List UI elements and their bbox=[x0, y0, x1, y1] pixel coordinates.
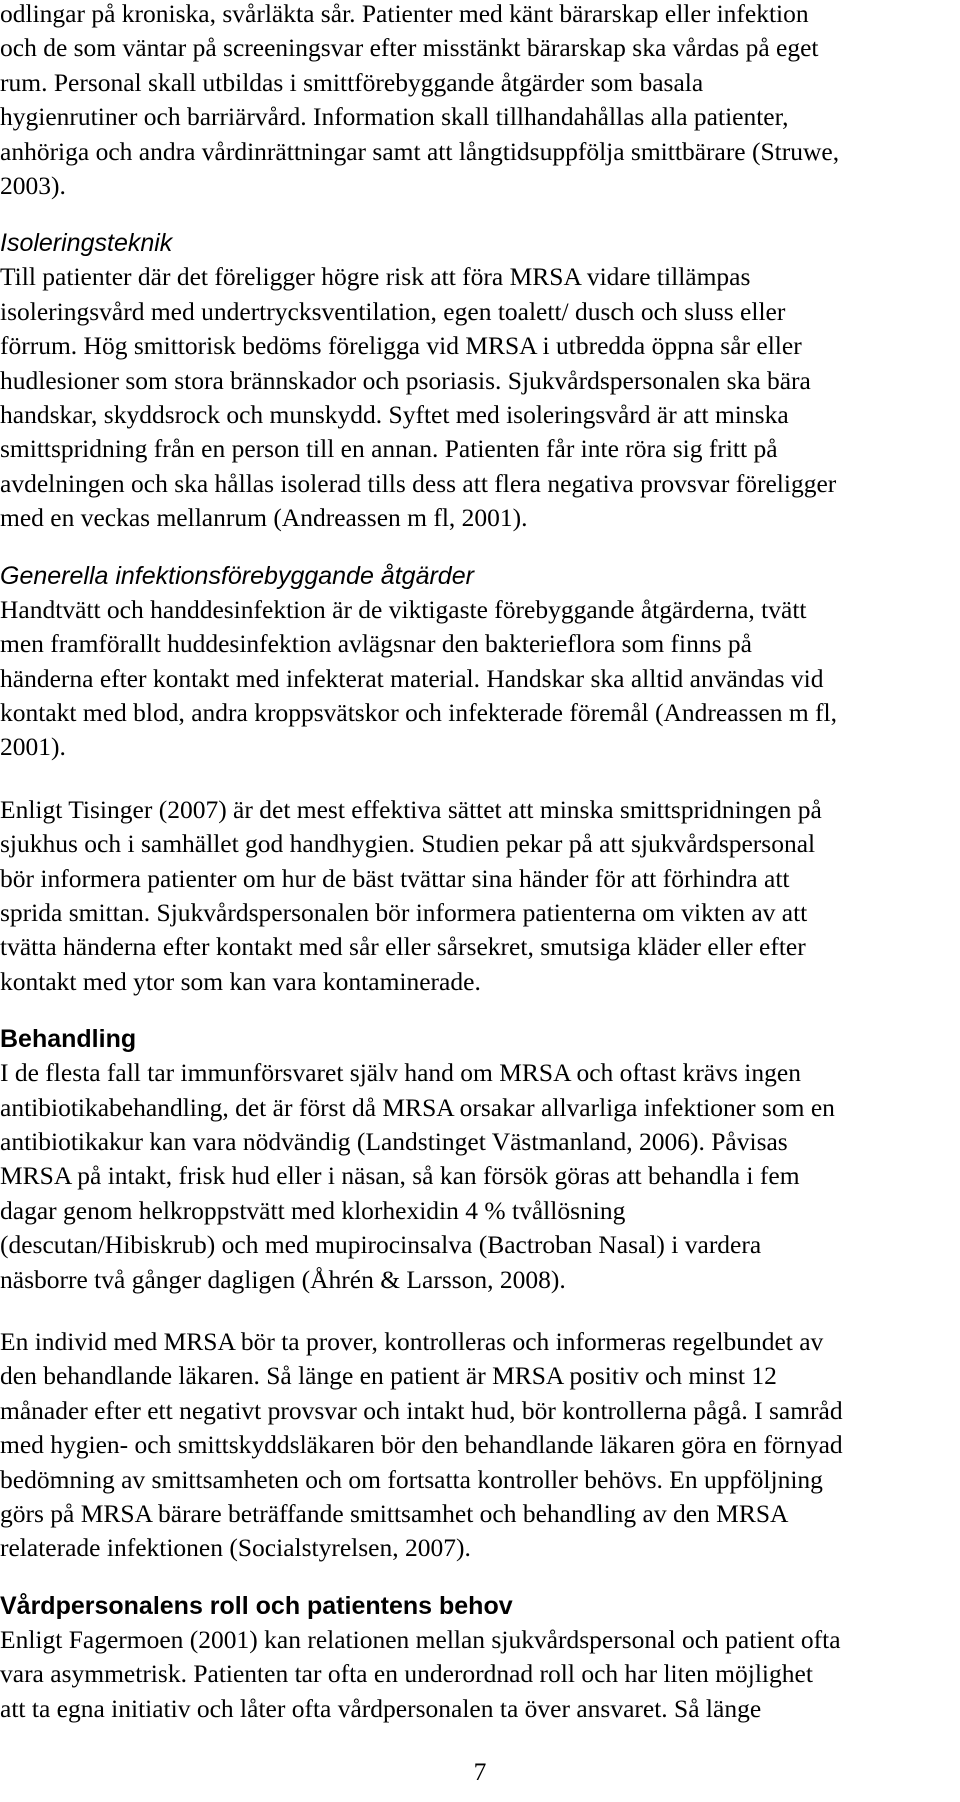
heading-vardpersonal: Vårdpersonalens roll och patientens behov bbox=[0, 1591, 513, 1620]
heading-behandling: Behandling bbox=[0, 1025, 137, 1054]
intro-paragraph: odlingar på kroniska, svårläkta sår. Patienter med känt bärarskap eller infektion och de som väntar på screeningsvar efter misstänkt bärarskap ska vårdas på eget rum. Personal skall utbildas i smittförebyggande åtgärder som basala hygienrutiner och barriärvård. Information skall tillhandahållas alla patienter, anhöriga och andra vårdinrättningar samt att långtidsuppfölja smittbärare (Struwe, 2003). bbox=[0, 0, 840, 201]
page-number: 7 bbox=[473, 1757, 487, 1786]
behandling-paragraph-1: I de flesta fall tar immunförsvaret själv hand om MRSA och oftast krävs ingen antibiotikabehandling, det är först då MRSA orsakar allvarliga infektioner som en antibiotikakur kan vara nödvändig (Landstinget Västmanland, 2006). Påvisas MRSA på intakt, frisk hud eller i näsan, så kan försök göras att behandla i fem dagar genom helkroppstvätt med klorhexidin 4 % tvållösning (descutan/Hibiskrub) och med mupirocinsalva (Bactroban Nasal) i vardera näsborre två gånger dagligen (Åhrén & Larsson, 2008). bbox=[0, 1058, 835, 1294]
generella-paragraph-1: Handtvätt och handdesinfektion är de viktigaste förebyggande åtgärderna, tvätt men framförallt huddesinfektion avlägsnar den bakterieflora som finns på händerna efter kontakt med infekterat material. Handskar ska alltid användas vid kontakt med blod, andra kroppsvätskor och infekterade föremål (Andreassen m fl, 2001). bbox=[0, 594, 837, 762]
behandling-paragraph-2: En individ med MRSA bör ta prover, kontrolleras och informeras regelbundet av den behandlande läkaren. Så länge en patient är MRSA positiv och minst 12 månader efter ett negativt provsvar och intakt hud, bör kontrollerna pågå. I samråd med hygien- och smittskyddsläkaren bör den behandlande läkaren göra en förnyad bedömning av smittsamheten och om fortsatta kontroller behövs. En uppföljning görs på MRSA bärare beträffande smittsamhet och behandling av den MRSA relaterade infektionen (Socialstyrelsen, 2007). bbox=[0, 1327, 843, 1563]
heading-generella: Generella infektionsförebyggande åtgärder bbox=[0, 561, 474, 590]
vardpersonal-paragraph: Enligt Fagermoen (2001) kan relationen mellan sjukvårdspersonal och patient ofta vara asymmetrisk. Patienten tar ofta en underordnad roll och har liten möjlighet att ta egna initiativ och låter ofta vårdpersonalen ta över ansvaret. Så länge bbox=[0, 1624, 841, 1723]
generella-paragraph-2: Enligt Tisinger (2007) är det mest effektiva sättet att minska smittspridningen på sjukhus och i samhället god handhygien. Studien pekar på att sjukvårdspersonal bör informera patienter om hur de bäst tvättar sina händer för att förhindra att sprida smittan. Sjukvårdspersonalen bör informera patienterna om vikten av att tvätta händerna efter kontakt med sår eller sårsekret, smutsiga kläder eller efter kontakt med ytor som kan vara kontaminerade. bbox=[0, 794, 822, 996]
isoleringsteknik-paragraph: Till patienter där det föreligger högre risk att föra MRSA vidare tillämpas isoleringsvård med undertrycksventilation, egen toalett/ dusch och sluss eller förrum. Hög smittorisk bedöms föreligga vid MRSA i utbredda öppna sår eller hudlesioner som stora brännskador och psoriasis. Sjukvårdspersonalen ska bära handskar, skyddsrock och munskydd. Syftet med isoleringsvård är att minska smittspridning från en person till en annan. Patienten får inte röra sig fritt på avdelningen och ska hållas isolerad tills dess att flera negativa provsvar föreligger med en veckas mellanrum (Andreassen m fl, 2001). bbox=[0, 262, 837, 533]
heading-isoleringsteknik: Isoleringsteknik bbox=[0, 229, 173, 258]
